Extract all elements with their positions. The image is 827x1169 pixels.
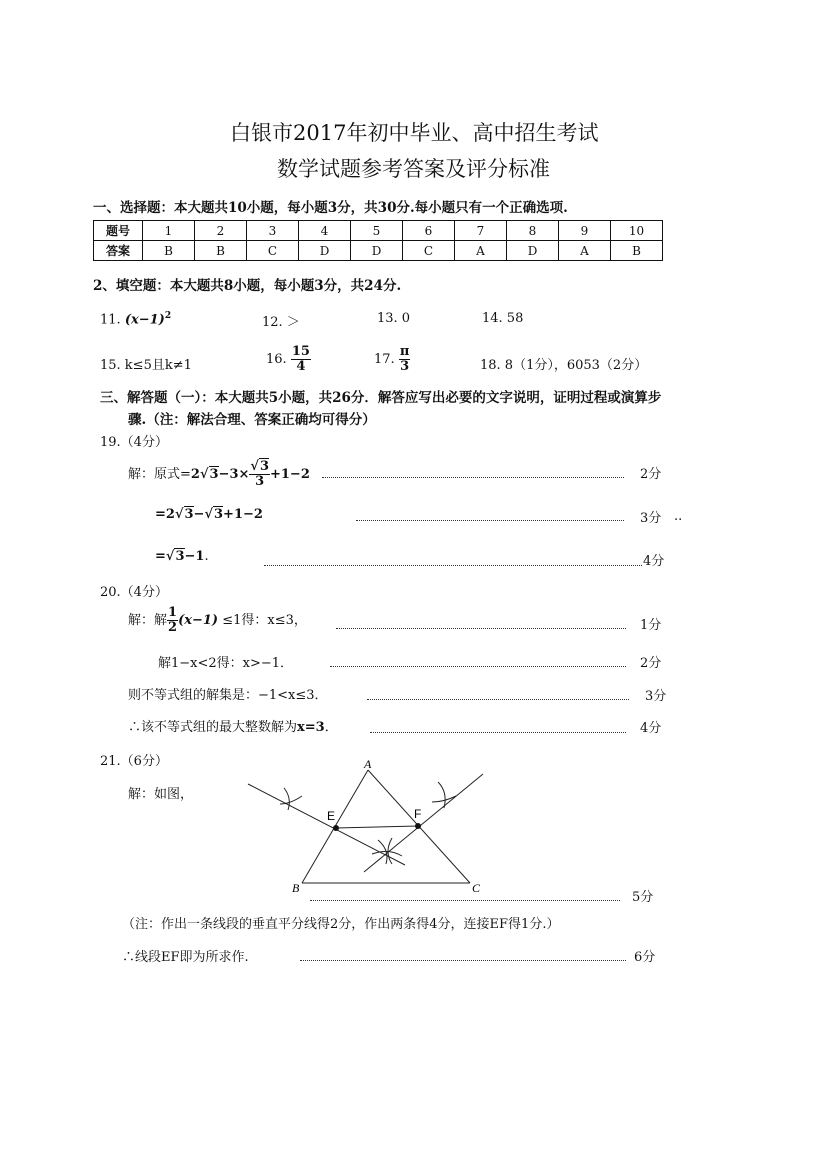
sqrt-icon: √	[250, 459, 259, 474]
q11-exponent: 2	[164, 311, 172, 321]
q20-step-1-fraction	[167, 606, 178, 635]
table-cell: 3	[247, 221, 299, 241]
label-f: F	[414, 807, 422, 821]
leader-dots	[264, 565, 642, 566]
table-cell: B	[195, 241, 247, 261]
q20-step-1-prefix: 解：解	[128, 613, 168, 628]
q21-note: （注：作出一条线段的垂直平分线得2分，作出两条得4分，连接EF得1分.）	[122, 917, 560, 932]
fill-q11	[100, 311, 171, 327]
q17-numerator: π	[399, 344, 410, 359]
q17-denominator: 3	[400, 359, 410, 374]
q20-step-4-b: x=3	[297, 720, 325, 735]
q20-step-4-a: ∴该不等式组的最大整数解为	[128, 720, 298, 735]
q21-score-2: 6分	[634, 950, 656, 965]
fill-q16	[266, 345, 311, 374]
label-c: C	[472, 881, 481, 895]
fill-q13: 13. 0	[377, 311, 411, 326]
q19-step-1-prefix: 解：原式=	[128, 467, 191, 482]
leader-dots	[322, 477, 624, 478]
table-cell: 4	[299, 221, 351, 241]
q19-step-1	[128, 460, 310, 489]
table-cell: B	[611, 241, 663, 261]
leader-dots	[336, 628, 626, 629]
q19-step-3	[155, 549, 209, 564]
table-cell: 7	[455, 221, 507, 241]
q11-answer: (x−1)	[124, 312, 165, 328]
answer-table	[93, 220, 663, 261]
q19-header: 19.（4分）	[100, 435, 168, 450]
arc-mark	[280, 796, 302, 804]
q20-frac-num: 1	[168, 605, 178, 620]
section-2-heading: 2、填空题：本大题共8小题，每小题3分，共24分.	[93, 278, 402, 294]
q19-score-2: 3分	[640, 511, 662, 526]
leader-dots	[367, 699, 629, 700]
q19-score-3: 4分	[643, 554, 665, 569]
table-header-cell: 题号	[94, 221, 143, 241]
q17-label: 17.	[374, 352, 395, 367]
q19-step-2	[155, 507, 263, 522]
segment-ef	[336, 826, 418, 828]
table-cell: 1	[143, 221, 195, 241]
fill-q18: 18. 8（1分），6053（2分）	[480, 358, 648, 373]
q21-step-2: ∴线段EF即为所求作.	[122, 950, 249, 965]
q20-step-4-c: ．	[324, 720, 338, 735]
q20-score-2: 2分	[640, 656, 662, 671]
doc-title: 白银市2017年初中毕业、高中招生考试	[230, 121, 599, 145]
point-e	[333, 825, 339, 831]
table-header-cell: 答案	[94, 241, 143, 261]
q20-score-3: 3分	[645, 689, 667, 704]
q19-step-2-r1: 3	[184, 507, 194, 522]
table-cell: B	[143, 241, 195, 261]
label-a: A	[364, 757, 372, 771]
q19-step-2-r2: 3	[214, 507, 224, 522]
q19-step-3-a: =	[155, 549, 166, 564]
point-f	[415, 823, 421, 829]
q16-label: 16.	[266, 352, 287, 367]
fill-q14: 14. 58	[482, 311, 524, 326]
arc-mark	[438, 782, 445, 808]
table-cell: C	[247, 241, 299, 261]
arc-mark	[284, 788, 289, 810]
fill-q15: 15. k≤5且k≠1	[100, 358, 192, 373]
table-cell: D	[299, 241, 351, 261]
table-cell: D	[507, 241, 559, 261]
leader-dots	[310, 900, 620, 901]
table-cell: 6	[403, 221, 455, 241]
q19-score-1: 2分	[640, 467, 662, 482]
bisector-ac	[364, 774, 483, 872]
section-3-heading: 三、解答题（一）：本大题共5小题，共26分．解答应写出必要的文字说明，证明过程或演算步	[100, 390, 662, 406]
sqrt-icon: √	[199, 467, 209, 482]
q19-step-1-tail: +1−2	[269, 467, 310, 482]
q20-frac-den: 2	[168, 620, 178, 635]
q20-step-2: 解1−x<2得：x>−1．	[158, 656, 294, 671]
section-1-heading: 一、选择题：本大题共10小题，每小题3分，共30分.每小题只有一个正确选项.	[93, 200, 568, 216]
section-3-heading-cont: 骤.（注：解法合理、答案正确均可得分）	[128, 412, 376, 428]
q19-step-2-b: −	[193, 507, 205, 522]
table-cell: C	[403, 241, 455, 261]
table-row	[94, 221, 663, 241]
q21-score-1: 5分	[632, 890, 654, 905]
q20-step-1-rest: ≤1得：x≤3，	[222, 613, 307, 628]
table-cell: 5	[351, 221, 403, 241]
q20-step-3: 则不等式组的解集是：−1<x≤3．	[128, 688, 328, 703]
table-cell: A	[455, 241, 507, 261]
q20-header: 20.（4分）	[100, 585, 168, 600]
leader-dots	[370, 732, 626, 733]
doc-subtitle: 数学试题参考答案及评分标准	[277, 157, 550, 181]
q20-score-1: 1分	[640, 618, 662, 633]
q19-step-3-c: −1	[184, 549, 205, 564]
q20-step-4	[128, 716, 338, 735]
leader-dots	[330, 666, 626, 667]
q19-step-1-radicand: 3	[209, 467, 219, 482]
leader-dots	[300, 960, 626, 961]
q19-step-1-frac-den: 3	[255, 474, 265, 489]
q19-step-2-a: =2	[155, 507, 175, 522]
q17-fraction	[399, 345, 411, 374]
q19-step-1-coef: 2	[190, 467, 200, 482]
q21-step-1: 解：如图，	[128, 787, 194, 802]
bisector-ab	[248, 784, 405, 865]
q11-label: 11.	[100, 312, 121, 328]
table-cell: 8	[507, 221, 559, 241]
q19-step-1-mid: −3×	[218, 467, 250, 482]
q20-step-1	[128, 606, 307, 635]
q19-step-3-dot: .	[204, 549, 209, 564]
q21-header: 21.（6分）	[100, 754, 168, 769]
table-row	[94, 241, 663, 261]
sqrt-icon: √	[165, 549, 175, 564]
table-cell: D	[351, 241, 403, 261]
q20-score-4: 4分	[640, 721, 662, 736]
table-cell: 2	[195, 221, 247, 241]
fill-q17	[374, 345, 410, 374]
fill-q12: 12. ＞	[262, 315, 300, 330]
q19-step-3-r1: 3	[175, 549, 185, 564]
q16-numerator: 15	[291, 344, 310, 359]
q16-fraction	[291, 345, 311, 374]
q19-trail: ..	[674, 509, 683, 524]
q19-step-1-fraction	[249, 460, 270, 489]
sqrt-icon: √	[204, 507, 213, 522]
table-cell: A	[559, 241, 611, 261]
label-b: B	[292, 881, 300, 895]
q19-step-2-c: +1−2	[223, 507, 263, 522]
table-cell: 10	[611, 221, 663, 241]
q20-step-1-expr: (x−1)	[178, 613, 219, 628]
triangle-construction-figure	[240, 752, 500, 897]
sqrt-icon: √	[174, 507, 184, 522]
q19-step-1-frac-num: 3	[259, 459, 269, 474]
q16-denominator: 4	[296, 359, 306, 374]
leader-dots	[356, 520, 624, 521]
label-e: E	[327, 809, 336, 823]
table-cell: 9	[559, 221, 611, 241]
